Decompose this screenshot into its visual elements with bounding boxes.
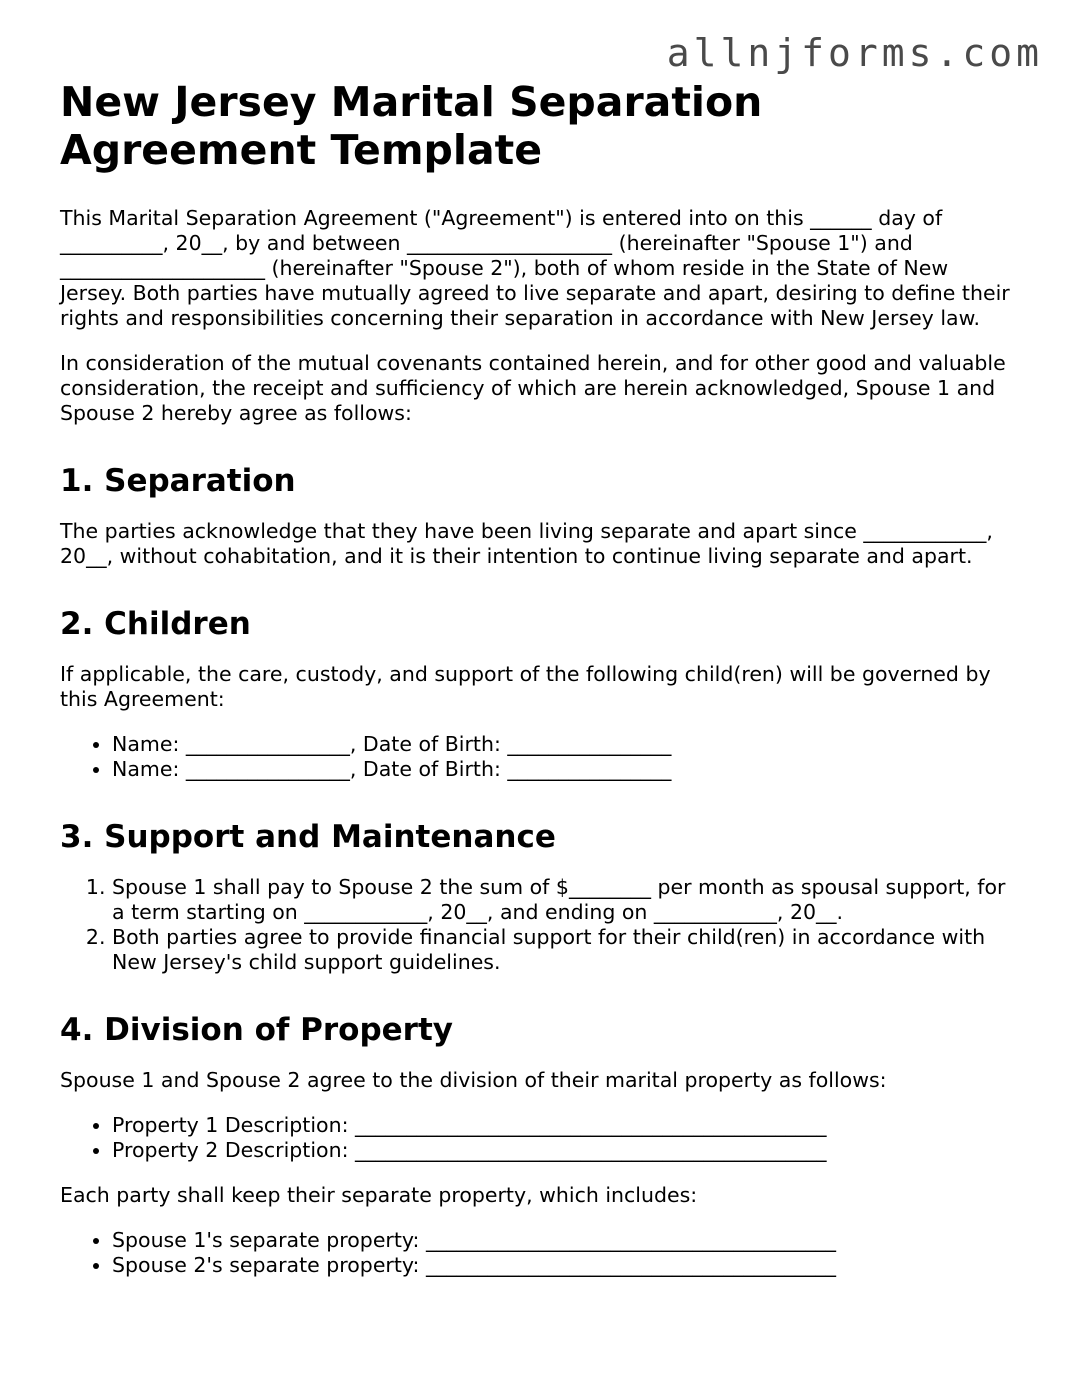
support-list-item: 1. Spouse 1 shall pay to Spouse 2 the sum of $________ per month as spousal support, for a term starting on ____________, 20__, and ending on ____________, 20__. (112, 875, 1020, 925)
watermark-logo: allnjforms.com (666, 31, 1043, 75)
separation-paragraph: The parties acknowledge that they have been living separate and apart since ____________, 20__, without cohabitation, and it is their intention to continue living separate and apart. (60, 519, 993, 568)
separate-property-list-item: • Spouse 1's separate property: ________________________________________ (112, 1228, 1020, 1253)
property-list-item: • Property 2 Description: ______________________________________________ (112, 1138, 1020, 1163)
separate-property-list-item: • Spouse 2's separate property: ________________________________________ (112, 1253, 1020, 1278)
section-heading-children: 2. Children (60, 606, 251, 642)
section-heading-separation: 1. Separation (60, 463, 296, 499)
children-paragraph: If applicable, the care, custody, and support of the following child(ren) will be governed by this Agreement: (60, 662, 991, 711)
property-list-item: • Property 1 Description: ______________________________________________ (112, 1113, 1020, 1138)
children-list (60, 732, 1020, 782)
child-list-item: • Name: ________________, Date of Birth: ________________ (112, 732, 1020, 757)
separate-property-paragraph: Each party shall keep their separate property, which includes: (60, 1183, 698, 1207)
page-title: New Jersey Marital Separation Agreement Template (60, 78, 763, 174)
section-heading-property: 4. Division of Property (60, 1012, 453, 1048)
intro-paragraph-2: In consideration of the mutual covenants contained herein, and for other good and valuable consideration, the receipt and sufficiency of which are herein acknowledged, Spouse 1 and Spouse 2 hereby agree as follows: (60, 351, 1006, 425)
support-list (60, 875, 1020, 975)
child-list-item: • Name: ________________, Date of Birth: ________________ (112, 757, 1020, 782)
property-paragraph: Spouse 1 and Spouse 2 agree to the division of their marital property as follows: (60, 1068, 887, 1092)
property-list (60, 1113, 1020, 1163)
intro-paragraph-1: This Marital Separation Agreement ("Agreement") is entered into on this ______ day of __________, 20__, by and between ____________________ (hereinafter "Spouse 1") and ____________________ (hereinafter "Spouse 2"), both of whom reside in the State of New Jersey. Both parties have mutually agreed to live separate and apart, desiring to define their rights and responsibilities concerning their separation in accordance with New Jersey law. (60, 206, 1010, 330)
section-heading-support: 3. Support and Maintenance (60, 819, 556, 855)
separate-property-list (60, 1228, 1020, 1278)
document-page (60, 78, 1020, 1298)
support-list-item: 2. Both parties agree to provide financial support for their child(ren) in accordance with New Jersey's child support guidelines. (112, 925, 1020, 975)
